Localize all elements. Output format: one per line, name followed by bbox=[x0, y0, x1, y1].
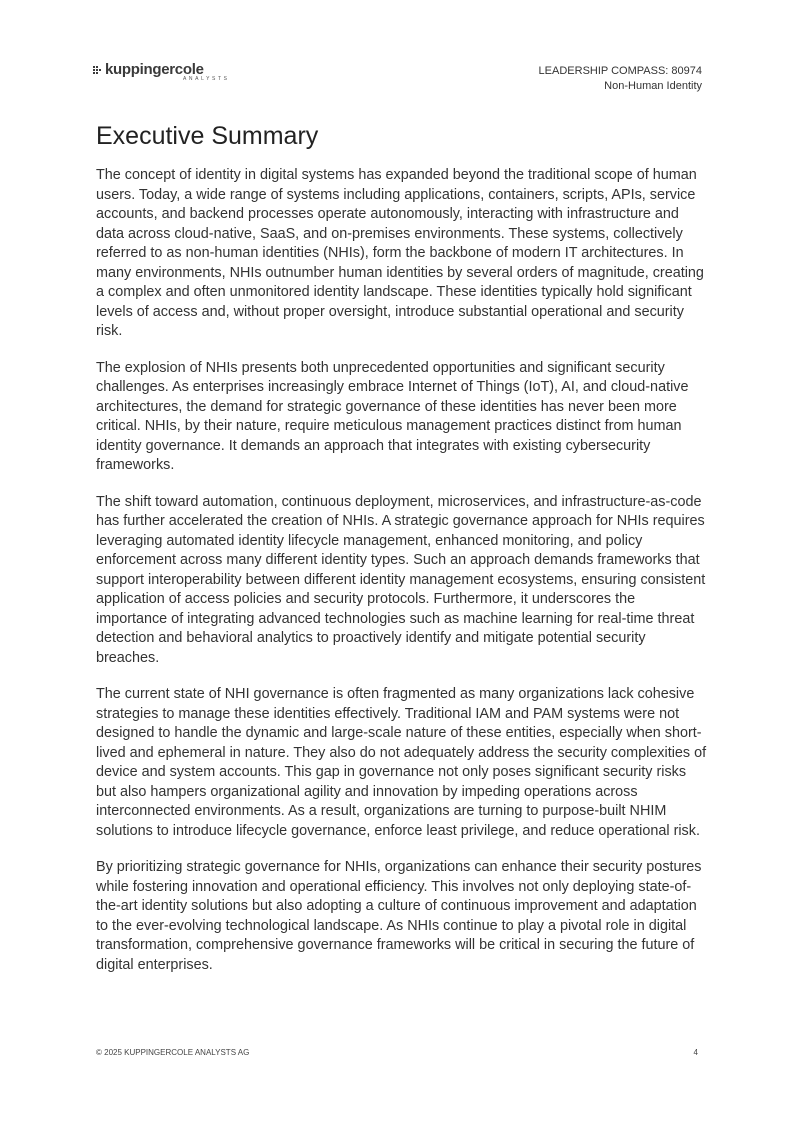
paragraph: The current state of NHI governance is often fragmented as many organizations lack cohesive strategies to manage these identities effectively. Traditional IAM and PAM systems were not designed to handle the dynamic and large-scale nature of these entities, especially when short-lived and ephemeral in nature. They also do not adequately address the security complexities of device and system accounts. This gap in governance not only poses significant security risks but also hampers organizational agility and innovation by impeding operations across interconnected environments. As a result, organizations are turning to purpose-built NHIM solutions to introduce lifecycle governance, enforce least privilege, and reduce operational risk. bbox=[96, 686, 707, 839]
paragraph: The explosion of NHIs presents both unprecedented opportunities and significant security challenges. As enterprises increasingly embrace Internet of Things (IoT), AI, and cloud-native architectures, the demand for strategic governance of these identities has never been more critical. NHIs, by their nature, require meticulous management practices distinct from human identity governance. It demands an approach that integrates with existing cybersecurity frameworks. bbox=[96, 359, 689, 473]
footer-copyright: © 2025 KUPPINGERCOLE ANALYSTS AG bbox=[96, 1048, 250, 1057]
paragraph: The shift toward automation, continuous deployment, microservices, and infrastructure-as-code has further accelerated the creation of NHIs. A strategic governance approach for NHIs requires leveraging automated identity lifecycle management, enhanced monitoring, and policy enforcement across many different identity types. Such an approach demands frameworks that support interoperability between different identity management ecosystems, ensuring consistent application of access policies and security protocols. Furthermore, it underscores the importance of integrating advanced technologies such as machine learning for real-time threat detection and behavioral analytics to proactively identify and mitigate potential security breaches. bbox=[96, 493, 706, 666]
logo-mark-icon bbox=[93, 66, 103, 74]
company-logo bbox=[93, 62, 233, 82]
page-number: 4 bbox=[693, 1048, 698, 1057]
section-title: Executive Summary bbox=[96, 122, 319, 150]
document-id: LEADERSHIP COMPASS: 80974 bbox=[538, 65, 702, 77]
body-text bbox=[96, 166, 708, 992]
paragraph: The concept of identity in digital systems has expanded beyond the traditional scope of human users. Today, a wide range of systems including applications, containers, scripts, APIs, service accounts, and backend processes operate autonomously, interacting with infrastructure and data across cloud-native, SaaS, and on-premises environments. These systems, collectively referred to as non-human identities (NHIs), form the backbone of modern IT architectures. In many environments, NHIs outnumber human identities by several orders of magnitude, creating a complex and often unmonitored identity landscape. These identities typically hold significant levels of access and, without proper oversight, introduce substantial operational and security risk. bbox=[96, 167, 704, 339]
paragraph: By prioritizing strategic governance for NHIs, organizations can enhance their security postures while fostering innovation and operational efficiency. This involves not only deploying state-of-the-art identity solutions but also adopting a culture of continuous improvement and adaptation to the ever-evolving technological landscape. As NHIs continue to play a pivotal role in digital transformation, comprehensive governance frameworks will be critical in securing the future of digital enterprises. bbox=[96, 859, 702, 973]
document-topic: Non-Human Identity bbox=[604, 80, 702, 92]
logo-wordmark: kuppingercole bbox=[105, 61, 204, 78]
document-header bbox=[539, 64, 702, 94]
logo-subtitle: ANALYSTS bbox=[183, 76, 230, 82]
